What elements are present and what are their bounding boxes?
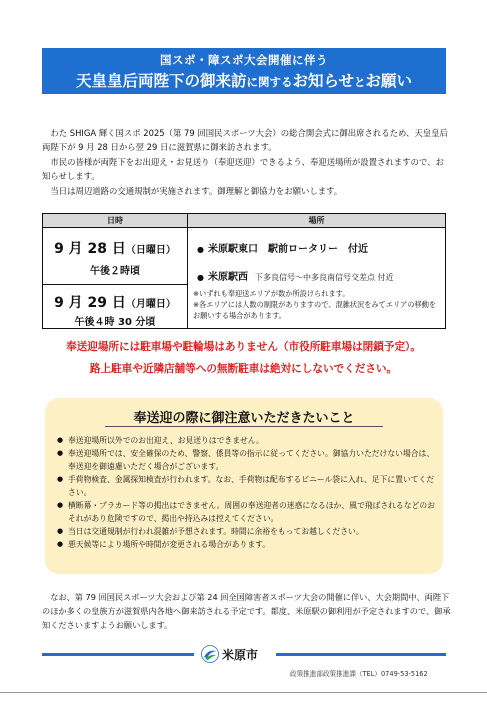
title-part: 天皇皇后両陛下の御来訪	[75, 72, 247, 90]
bullet-icon: ●	[197, 273, 204, 282]
parking-warning: 路上駐車や近隣店舗等への無断駐車は絶対にしないでください。	[89, 363, 398, 375]
date-text: 9 月 28 日	[54, 241, 126, 257]
caution-list	[57, 434, 437, 551]
banner-subtitle: 国スポ・障スポ大会開催に伴う	[160, 53, 328, 67]
bullet-icon: ●	[197, 245, 204, 254]
location-east	[197, 240, 368, 255]
date-text: 9 月 29 日	[54, 295, 126, 311]
location-name: 米原駅東口 駅前ロータリー 付近	[207, 244, 368, 255]
city-name: 米原市	[222, 648, 259, 662]
caution-title: 奉送迎の際に御注意いただきたいこと	[133, 411, 355, 426]
list-item: ● 悪天候等により場所や時間が変更される場合があります。	[57, 538, 437, 551]
intro-paragraph: 当日は周辺道路の交通規制が実施されます。御理解と御協力をお願いします。	[50, 185, 343, 196]
department-contact: 政策推進部政策推進課（TEL）0749-53-5162	[290, 670, 428, 678]
location-detail: 下多良信号～中多良南信号交差点 付近	[254, 273, 394, 282]
closing-text	[42, 590, 454, 633]
title-part: お知らせ	[292, 72, 355, 90]
list-item: ● 当日は交通規制が行われ混雑が予想されます。時間に余裕をもってお越しください。	[57, 525, 437, 538]
weekday-text: （月曜日）	[125, 299, 176, 310]
intro-paragraph: わた SHIGA 輝く国スポ 2025（第 79 回国民スポーツ大会）の総合開会式に御出席されるため、天皇皇后両陛下が 9 月 28 日から翌 29 日に滋賀県に御来訪されます。	[42, 128, 448, 153]
schedule-table	[42, 213, 446, 329]
time-day2: 午後４時 30 分頃	[74, 317, 156, 328]
list-item: ● 奉送迎場所以外でのお出迎え、お見送りはできません。	[57, 434, 437, 447]
table-divider	[187, 214, 188, 328]
date-day1	[43, 238, 187, 258]
footer-rule	[42, 653, 194, 656]
weekday-text: （日曜日）	[125, 245, 176, 256]
table-divider	[43, 284, 187, 285]
column-header-date: 日時	[43, 214, 187, 228]
schedule-note: ※いずれも奉迎送エリアが数か所設けられます。	[193, 289, 350, 298]
banner-title	[42, 69, 446, 91]
title-part: に関する	[246, 75, 293, 89]
intro-paragraph: 市民の皆様が両陛下をお出迎え・お見送り（奉迎送迎）できるよう、奉迎送場所が設置されますので、お知らせします。	[42, 156, 444, 182]
time-day1: 午後２時頃	[90, 266, 140, 277]
date-day2	[43, 292, 187, 312]
caution-box	[45, 398, 443, 574]
city-emblem-icon	[201, 645, 219, 663]
closing-paragraph: なお、第 79 回国民スポーツ大会および第 24 回全国障害者スポーツ大会の開催に伴い、大会期間中、両陛下のほか多くの皇族方が滋賀県内各地へ御来訪される予定です。都度、米原駅の御利用が予定されますので、御承知くださいますようお願いします。	[42, 592, 451, 631]
footer-rule	[276, 653, 446, 656]
intro-text	[42, 126, 452, 198]
parking-warning: 奉送迎場所には駐車場や駐輪場はありません（市役所駐車場は閉鎖予定）。	[66, 341, 421, 353]
column-header-place: 場所	[188, 214, 445, 228]
list-item: ● 奉送迎場所では、安全確保のため、警察、係員等の指示に従ってください。御協力いただけない場合は、奉送迎を御遠慮いただく場合がございます。	[57, 447, 437, 473]
title-part: お願い	[365, 72, 413, 90]
header-banner	[42, 48, 446, 94]
list-item: ● 横断幕・プラカード等の掲出はできません。周囲の奉送迎者の迷惑になるほか、風で飛ばされるなどのおそれがあり危険ですので、掲出や持込みは控えてください。	[57, 499, 437, 525]
title-part: と	[354, 75, 366, 89]
location-name: 米原駅西	[207, 272, 248, 283]
list-item: ● 手荷物検査、金属探知検査が行われます。なお、手荷物は配布するビニール袋に入れ、足下に置いてください。	[57, 473, 437, 499]
schedule-note: ※各エリアには人数の制限がありますので、混雑状況をみてエリアの移動をお願いする場合があります。	[193, 300, 437, 320]
location-west	[197, 268, 394, 283]
caution-divider	[105, 426, 383, 427]
page-bottom-line	[0, 692, 487, 693]
